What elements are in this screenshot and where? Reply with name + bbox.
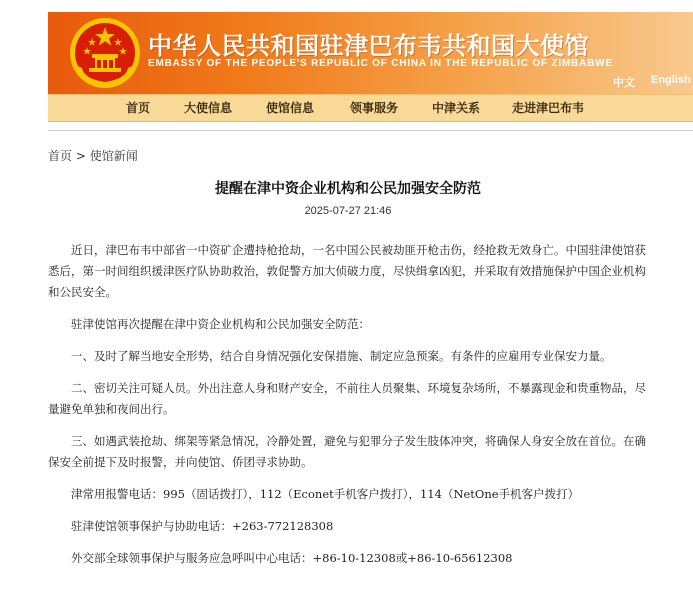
article-paragraph: 驻津使馆再次提醒在津中资企业机构和公民加强安全防范： (71, 317, 370, 331)
embassy-title-cn: 中华人民共和国驻津巴布韦共和国大使馆 (148, 32, 589, 60)
nav-item-consular[interactable]: 领事服务 (350, 101, 399, 115)
breadcrumb (48, 147, 138, 164)
article-date: 2025-07-27 21:46 (304, 205, 392, 217)
nav-item-relations[interactable]: 中津关系 (432, 101, 481, 115)
header-banner (48, 12, 693, 94)
nav-item-about-zimbabwe[interactable]: 走进津巴布韦 (512, 101, 585, 115)
page (48, 12, 693, 565)
article-paragraph: 二、密切关注可疑人员。外出注意人身和财产安全，不前往人员聚集、环境复杂场所，不暴露现金和贵重物品，尽量避免单独和夜间出行。 (48, 381, 646, 416)
breadcrumb-home[interactable]: 首页 (48, 149, 73, 163)
article-paragraph: 三、如遇武装抢劫、绑架等紧急情况，冷静处置，避免与犯罪分子发生肢体冲突，将确保人身安全放在首位。在确保安全前提下及时报警，并向使馆、侨团寻求协助。 (48, 434, 646, 469)
article-paragraph: 一、及时了解当地安全形势，结合自身情况强化安保措施、制定应急预案。有条件的应雇用专业保安力量。 (71, 349, 612, 363)
header-divider (48, 130, 693, 131)
lang-switch-chinese[interactable]: 中文 (613, 77, 635, 89)
nav-item-ambassador[interactable]: 大使信息 (184, 101, 233, 115)
national-emblem-icon (68, 16, 142, 90)
embassy-title-en: EMBASSY OF THE PEOPLE'S REPUBLIC OF CHINA IN THE REPUBLIC OF ZIMBABWE (148, 58, 613, 69)
article-paragraph: 驻津使馆领事保护与协助电话：+263-772128308 (71, 519, 334, 533)
main-nav (48, 94, 693, 122)
lang-switch-english[interactable]: English (651, 74, 691, 86)
article-paragraph: 外交部全球领事保护与服务应急呼叫中心电话：+86-10-12308或+86-10-65612308 (71, 551, 513, 565)
article-paragraph: 近日，津巴布韦中部省一中资矿企遭持枪抢劫，一名中国公民被劫匪开枪击伤，经抢救无效身亡。中国驻津使馆获悉后，第一时间组织援津医疗队协助救治，敦促警方加大侦破力度，尽快缉拿凶犯，并采取有效措施保护中国企业机构和公民安全。 (48, 243, 646, 299)
breadcrumb-current[interactable]: 使馆新闻 (89, 149, 138, 163)
breadcrumb-separator: > (72, 149, 90, 163)
nav-item-home[interactable]: 首页 (126, 101, 151, 115)
nav-item-embassy[interactable]: 使馆信息 (266, 101, 315, 115)
article-body (48, 240, 648, 580)
article-paragraph: 津常用报警电话：995（固话拨打），112（Econet手机客户拨打），114（NetOne手机客户拨打） (71, 487, 580, 501)
article-title: 提醒在津中资企业机构和公民加强安全防范 (215, 181, 481, 197)
